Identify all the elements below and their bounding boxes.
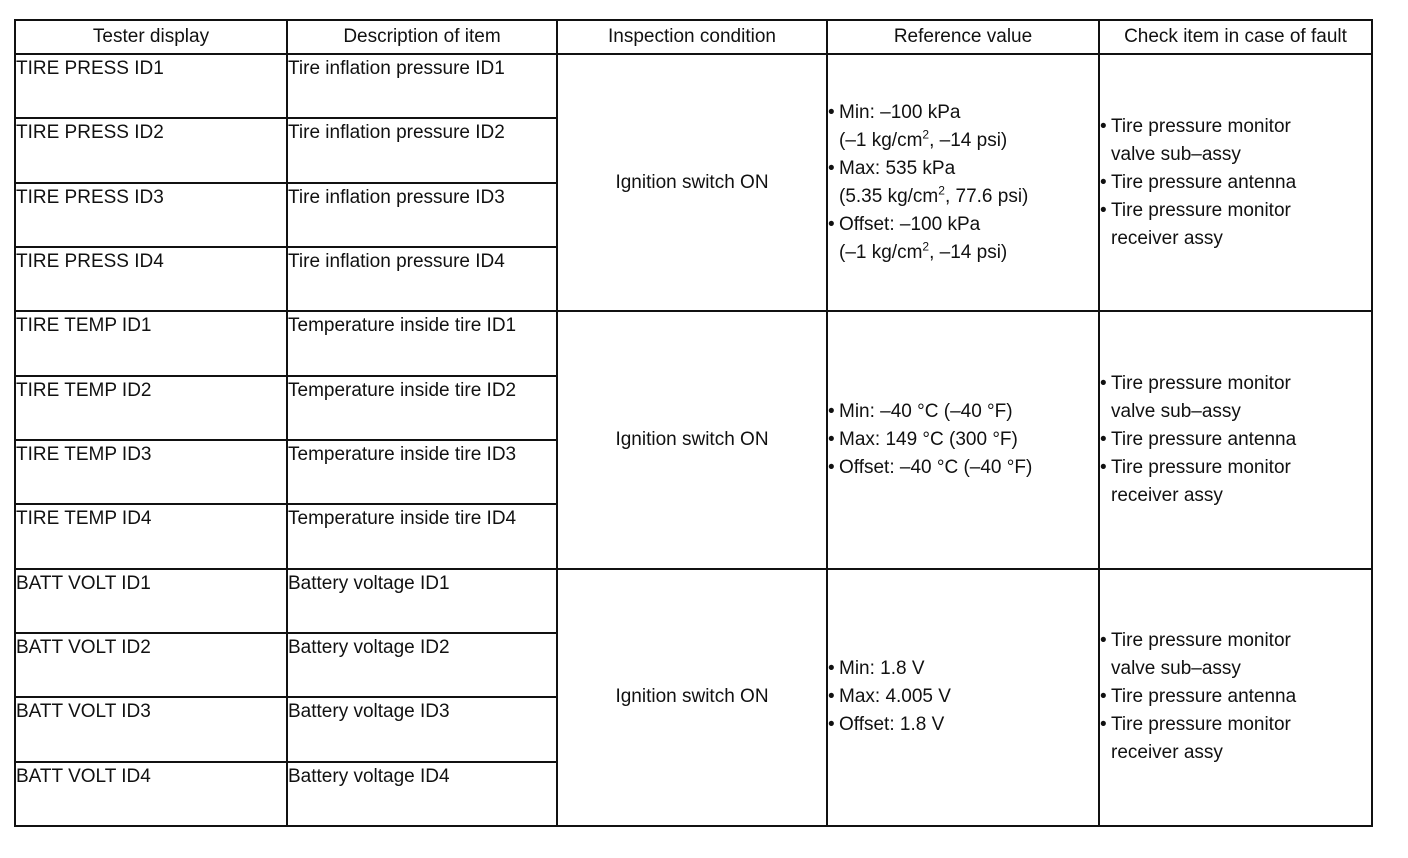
conversion-unit: , –14 psi) xyxy=(929,241,1008,263)
conversion-value: (5.35 kg/cm xyxy=(839,185,939,207)
fault-check-item xyxy=(1100,683,1371,711)
fault-check-cell xyxy=(1099,569,1372,826)
reference-value-main: Offset: –40 °C (–40 °F) xyxy=(839,456,1033,478)
reference-value-cell xyxy=(827,311,1099,568)
conversion-value: (–1 kg/cm xyxy=(839,129,923,151)
reference-value-main: Min: 1.8 V xyxy=(839,658,925,680)
fault-check-line: Tire pressure monitor xyxy=(1111,199,1291,221)
reference-value-conversion xyxy=(839,183,1098,211)
tester-display-cell: BATT VOLT ID1 xyxy=(15,569,287,633)
superscript-exponent: 2 xyxy=(938,183,945,198)
fault-check-line: Tire pressure monitor xyxy=(1111,372,1291,394)
reference-value-main: Max: 535 kPa xyxy=(839,157,956,179)
conversion-unit: , –14 psi) xyxy=(929,129,1008,151)
conversion-value: (–1 kg/cm xyxy=(839,241,923,263)
header-fault-check: Check item in case of fault xyxy=(1099,20,1372,54)
header-description: Description of item xyxy=(287,20,557,54)
tester-display-cell: TIRE PRESS ID4 xyxy=(15,247,287,311)
reference-value-item xyxy=(828,454,1098,482)
description-cell: Tire inflation pressure ID1 xyxy=(287,54,557,118)
fault-check-list xyxy=(1100,627,1371,767)
description-cell: Battery voltage ID1 xyxy=(287,569,557,633)
fault-check-cell xyxy=(1099,311,1372,568)
fault-check-line-continued: receiver assy xyxy=(1111,484,1223,506)
inspection-condition-cell: Ignition switch ON xyxy=(557,311,827,568)
fault-check-item xyxy=(1100,169,1371,197)
reference-value-main: Max: 149 °C (300 °F) xyxy=(839,428,1018,450)
description-cell: Temperature inside tire ID2 xyxy=(287,376,557,440)
reference-value-list xyxy=(828,99,1098,267)
header-tester-display: Tester display xyxy=(15,20,287,54)
description-cell: Temperature inside tire ID4 xyxy=(287,504,557,568)
conversion-unit: , 77.6 psi) xyxy=(944,185,1029,207)
fault-check-cell xyxy=(1099,54,1372,311)
fault-check-item xyxy=(1100,370,1371,426)
header-row xyxy=(15,20,1372,54)
reference-value-cell xyxy=(827,54,1099,311)
fault-check-line: Tire pressure monitor xyxy=(1111,714,1291,736)
fault-check-line: Tire pressure monitor xyxy=(1111,115,1291,137)
tester-display-cell: TIRE TEMP ID3 xyxy=(15,440,287,504)
reference-value-conversion xyxy=(839,127,1098,155)
tester-display-cell: BATT VOLT ID4 xyxy=(15,762,287,826)
inspection-condition-cell: Ignition switch ON xyxy=(557,54,827,311)
reference-value-item xyxy=(828,683,1098,711)
reference-value-item xyxy=(828,211,1098,267)
description-cell: Tire inflation pressure ID4 xyxy=(287,247,557,311)
reference-value-conversion xyxy=(839,239,1098,267)
data-list-table xyxy=(14,19,1373,827)
reference-value-item xyxy=(828,99,1098,155)
fault-check-list xyxy=(1100,113,1371,253)
tester-display-cell: TIRE PRESS ID3 xyxy=(15,183,287,247)
superscript-exponent: 2 xyxy=(922,239,930,254)
reference-value-list xyxy=(828,398,1098,482)
fault-check-line-continued: receiver assy xyxy=(1111,227,1223,249)
tester-display-cell: TIRE TEMP ID2 xyxy=(15,376,287,440)
reference-value-main: Offset: 1.8 V xyxy=(839,714,945,736)
fault-check-line: Tire pressure antenna xyxy=(1111,686,1297,708)
reference-value-cell xyxy=(827,569,1099,826)
description-cell: Tire inflation pressure ID2 xyxy=(287,118,557,182)
tester-display-cell: TIRE TEMP ID4 xyxy=(15,504,287,568)
fault-check-item xyxy=(1100,711,1371,767)
fault-check-line-continued: valve sub–assy xyxy=(1111,143,1241,165)
reference-value-item xyxy=(828,426,1098,454)
reference-value-item xyxy=(828,655,1098,683)
reference-value-item xyxy=(828,398,1098,426)
fault-check-line: Tire pressure antenna xyxy=(1111,171,1297,193)
reference-value-main: Max: 4.005 V xyxy=(839,686,951,708)
reference-value-item xyxy=(828,711,1098,739)
fault-check-line: Tire pressure antenna xyxy=(1111,428,1297,450)
description-cell: Temperature inside tire ID3 xyxy=(287,440,557,504)
inspection-condition-cell: Ignition switch ON xyxy=(557,569,827,826)
spec-sheet xyxy=(14,19,1371,827)
reference-value-main: Min: –40 °C (–40 °F) xyxy=(839,400,1013,422)
description-cell: Battery voltage ID2 xyxy=(287,633,557,697)
table-row xyxy=(15,311,1372,375)
fault-check-line-continued: receiver assy xyxy=(1111,742,1223,764)
header-reference-value: Reference value xyxy=(827,20,1099,54)
description-cell: Temperature inside tire ID1 xyxy=(287,311,557,375)
table-body xyxy=(15,54,1372,826)
fault-check-item xyxy=(1100,426,1371,454)
fault-check-item xyxy=(1100,113,1371,169)
tester-display-cell: BATT VOLT ID2 xyxy=(15,633,287,697)
reference-value-list xyxy=(828,655,1098,739)
tester-display-cell: BATT VOLT ID3 xyxy=(15,697,287,761)
description-cell: Tire inflation pressure ID3 xyxy=(287,183,557,247)
reference-value-main: Offset: –100 kPa xyxy=(839,213,981,235)
fault-check-line: Tire pressure monitor xyxy=(1111,456,1291,478)
reference-value-item xyxy=(828,155,1098,211)
fault-check-item xyxy=(1100,197,1371,253)
tester-display-cell: TIRE TEMP ID1 xyxy=(15,311,287,375)
fault-check-line-continued: valve sub–assy xyxy=(1111,658,1241,680)
table-row xyxy=(15,569,1372,633)
tester-display-cell: TIRE PRESS ID1 xyxy=(15,54,287,118)
fault-check-item xyxy=(1100,454,1371,510)
table-row xyxy=(15,54,1372,118)
tester-display-cell: TIRE PRESS ID2 xyxy=(15,118,287,182)
header-inspection-condition: Inspection condition xyxy=(557,20,827,54)
fault-check-item xyxy=(1100,627,1371,683)
fault-check-line-continued: valve sub–assy xyxy=(1111,400,1241,422)
fault-check-line: Tire pressure monitor xyxy=(1111,630,1291,652)
superscript-exponent: 2 xyxy=(922,127,930,142)
fault-check-list xyxy=(1100,370,1371,510)
description-cell: Battery voltage ID4 xyxy=(287,762,557,826)
reference-value-main: Min: –100 kPa xyxy=(839,101,961,123)
description-cell: Battery voltage ID3 xyxy=(287,697,557,761)
